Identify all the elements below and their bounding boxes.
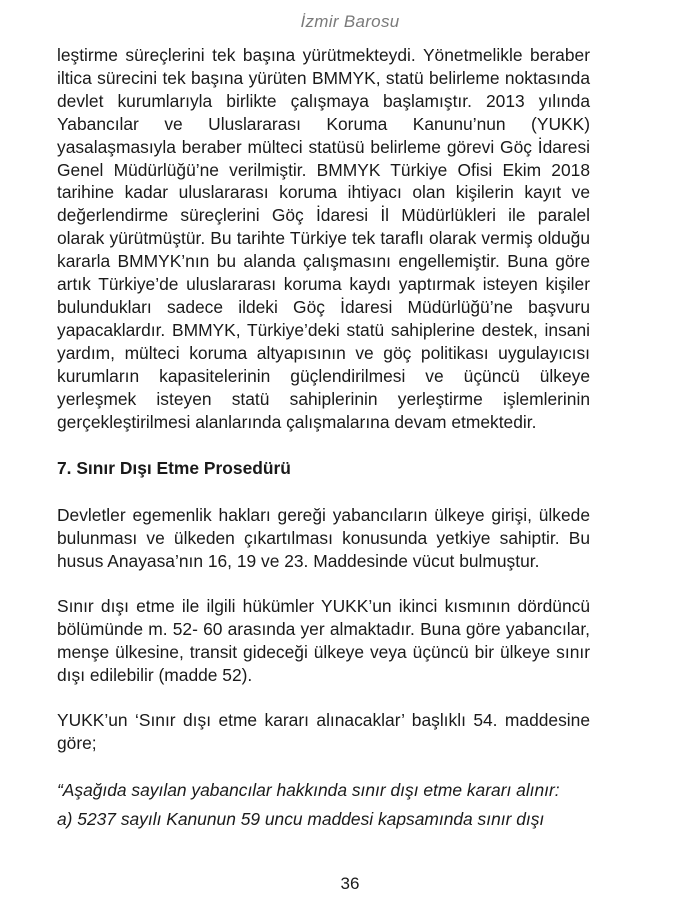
quote-line-2: a) 5237 sayılı Kanunun 59 uncu maddesi kapsamında sınır dışı — [57, 809, 545, 830]
body-paragraph-2: Devletler egemenlik hakları gereği yabancıların ülkeye girişi, ülkede bulunması ve ülkeden çıkartılması konusunda yetkiye sahiptir. Bu husus Anayasa’nın 16, 19 ve 23. Maddesinde vücut bulmuştur. — [57, 505, 590, 572]
body-paragraph-4: YUKK’un ‘Sınır dışı etme kararı alınacaklar’ başlıklı 54. maddesine göre; — [57, 709, 590, 753]
section-heading: 7. Sınır Dışı Etme Prosedürü — [57, 458, 291, 479]
page-body — [57, 44, 590, 834]
body-paragraph-3: Sınır dışı etme ile ilgili hükümler YUKK’un ikinci kısmının dördüncü bölümünde m. 52- 60 arasında yer almaktadır. Buna göre yabancılar, menşe ülkesine, transit gideceği ülkeye veya üçüncü bir ülkeye sınır dışı edilebilir (madde 52). — [57, 596, 590, 685]
quote-line-1: “Aşağıda sayılan yabancılar hakkında sınır dışı etme kararı alınır: — [57, 780, 560, 801]
body-paragraph-1: leştirme süreçlerini tek başına yürütmekteydi. Yönetmelikle beraber iltica sürecini tek başına yürüten BMMYK, statü belirleme noktasında devlet kurumlarıyla birlikte çalışmaya başlamıştır. 2013 yılında Yabancılar ve Uluslararası Koruma Kanunu’nun (YUKK) yasalaşmasıyla beraber mülteci statüsü belirleme görevi Göç İdaresi Genel Müdürlüğü’ne verilmiştir. BMMYK Türkiye Ofisi Ekim 2018 tarihine kadar uluslararası koruma ihtiyacı olan kişilerin kayıt ve değerlendirme süreçlerini Göç İdaresi İl Müdürlükleri ile paralel olarak yürütmüştür. Bu tarihte Türkiye tek taraflı olarak vermiş olduğu kararla BMMYK’nın bu alanda çalışmasını engellemiştir. Buna göre artık Türkiye’de uluslararası koruma kaydı yaptırmak isteyen kişiler bulundukları sadece ildeki Göç İdaresi Müdürlüğü’ne başvuru yapacaklardır. BMMYK, Türkiye’deki statü sahiplerine destek, insani yardım, mülteci koruma altyapısının ve göç politikası uygulayıcısı kurumların kapasitelerinin güçlendirilmesi ve üçüncü ülkeye yerleşmek isteyen statü sahiplerinin yerleştirme işlemlerinin gerçekleştirilmesi alanlarında çalışmalarına devam etmektedir. — [57, 45, 590, 432]
page-number: 36 — [340, 874, 360, 893]
running-header: İzmir Barosu — [300, 12, 400, 31]
law-quote — [57, 776, 590, 834]
